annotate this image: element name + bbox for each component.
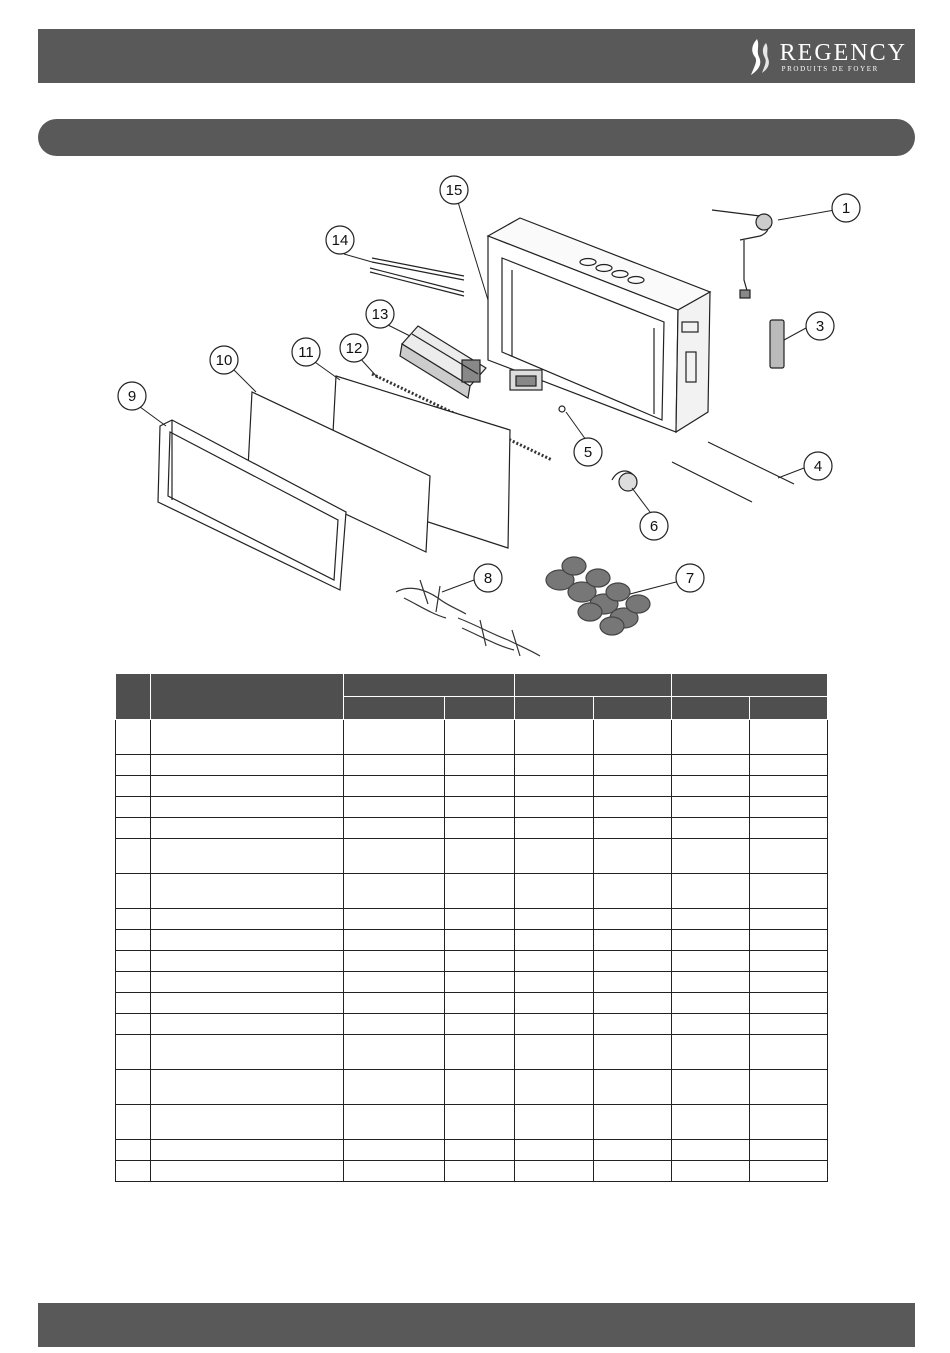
speaker-part — [612, 471, 637, 491]
brand-tagline: PRODUITS DE FOYER — [781, 64, 879, 73]
table-cell — [116, 1014, 151, 1035]
table-row — [116, 1140, 828, 1161]
table-cell — [515, 818, 594, 839]
wiring-part — [712, 210, 772, 298]
table-cell — [515, 720, 594, 755]
table-cell — [594, 1105, 672, 1140]
table-cell — [515, 972, 594, 993]
table-cell — [515, 1070, 594, 1105]
table-cell — [594, 720, 672, 755]
table-cell — [594, 797, 672, 818]
table-cell — [750, 720, 828, 755]
table-cell — [151, 972, 344, 993]
table-row — [116, 755, 828, 776]
table-cell — [116, 797, 151, 818]
table-cell — [672, 797, 750, 818]
table-cell — [151, 720, 344, 755]
table-row — [116, 951, 828, 972]
table-cell — [672, 720, 750, 755]
rail-part — [672, 442, 794, 502]
table-row — [116, 874, 828, 909]
table-cell — [116, 1035, 151, 1070]
table-cell — [750, 1140, 828, 1161]
table-cell — [344, 951, 445, 972]
table-cell — [151, 755, 344, 776]
table-cell — [750, 1035, 828, 1070]
table-row — [116, 1105, 828, 1140]
table-cell — [672, 1140, 750, 1161]
table-cell — [515, 755, 594, 776]
table-cell — [594, 1014, 672, 1035]
table-cell — [344, 874, 445, 909]
footer-band — [38, 1303, 915, 1347]
table-cell — [445, 909, 515, 930]
table-cell — [116, 972, 151, 993]
table-cell — [594, 1035, 672, 1070]
table-cell — [151, 1035, 344, 1070]
table-cell — [750, 839, 828, 874]
header-band — [38, 29, 915, 83]
col-header-number — [116, 674, 151, 720]
table-row — [116, 993, 828, 1014]
table-cell — [344, 1070, 445, 1105]
col-group-header — [344, 674, 515, 697]
section-title-bar — [38, 119, 915, 156]
table-cell — [594, 1070, 672, 1105]
col-group-header — [515, 674, 672, 697]
table-row — [116, 839, 828, 874]
parts-table — [115, 673, 828, 1182]
sub-col-header — [344, 697, 445, 720]
table-cell — [344, 1140, 445, 1161]
table-cell — [445, 1035, 515, 1070]
table-cell — [672, 818, 750, 839]
table-cell — [672, 930, 750, 951]
table-cell — [151, 1161, 344, 1182]
table-cell — [151, 797, 344, 818]
table-cell — [344, 755, 445, 776]
table-cell — [515, 874, 594, 909]
table-cell — [151, 1070, 344, 1105]
remote-part — [770, 320, 784, 368]
table-row — [116, 1161, 828, 1182]
table-cell — [515, 776, 594, 797]
callout-label: 10 — [215, 352, 233, 369]
callout-label: 4 — [813, 458, 823, 475]
table-cell — [116, 1161, 151, 1182]
table-cell — [445, 972, 515, 993]
table-cell — [672, 993, 750, 1014]
driftwood-part — [396, 580, 540, 656]
table-cell — [750, 1014, 828, 1035]
table-row — [116, 1070, 828, 1105]
table-cell — [151, 818, 344, 839]
table-cell — [116, 1070, 151, 1105]
table-cell — [750, 874, 828, 909]
table-cell — [151, 839, 344, 874]
table-cell — [445, 930, 515, 951]
table-cell — [594, 951, 672, 972]
table-cell — [344, 1105, 445, 1140]
table-cell — [151, 993, 344, 1014]
table-cell — [151, 874, 344, 909]
table-cell — [116, 1140, 151, 1161]
table-cell — [344, 930, 445, 951]
table-cell — [116, 909, 151, 930]
exploded-parts-diagram — [100, 166, 880, 666]
table-cell — [750, 951, 828, 972]
table-cell — [750, 1070, 828, 1105]
table-cell — [445, 720, 515, 755]
table-cell — [116, 720, 151, 755]
table-cell — [672, 1161, 750, 1182]
table-cell — [116, 818, 151, 839]
table-cell — [594, 874, 672, 909]
callout-label: 9 — [127, 388, 137, 405]
brand-name: REGENCY — [779, 39, 907, 66]
table-cell — [151, 1140, 344, 1161]
table-cell — [672, 1014, 750, 1035]
table-cell — [344, 839, 445, 874]
callout-label: 3 — [815, 318, 825, 335]
small-part-5 — [559, 406, 565, 412]
table-row — [116, 1014, 828, 1035]
table-cell — [445, 1105, 515, 1140]
table-cell — [151, 1105, 344, 1140]
table-cell — [344, 993, 445, 1014]
table-cell — [344, 776, 445, 797]
table-cell — [445, 993, 515, 1014]
table-row — [116, 797, 828, 818]
table-row — [116, 972, 828, 993]
callout-label: 13 — [371, 306, 389, 323]
table-cell — [594, 1161, 672, 1182]
table-cell — [515, 1140, 594, 1161]
table-cell — [672, 755, 750, 776]
table-cell — [116, 930, 151, 951]
table-cell — [515, 1035, 594, 1070]
flame-icon — [748, 37, 774, 77]
sub-col-header — [594, 697, 672, 720]
table-cell — [344, 797, 445, 818]
table-row — [116, 818, 828, 839]
table-cell — [594, 755, 672, 776]
table-cell — [116, 993, 151, 1014]
table-cell — [344, 1035, 445, 1070]
table-cell — [750, 755, 828, 776]
table-row — [116, 776, 828, 797]
table-cell — [151, 909, 344, 930]
table-cell — [445, 1014, 515, 1035]
callout-label: 5 — [583, 444, 593, 461]
table-cell — [594, 818, 672, 839]
table-cell — [515, 839, 594, 874]
table-row — [116, 930, 828, 951]
table-cell — [750, 993, 828, 1014]
table-cell — [750, 1105, 828, 1140]
table-cell — [116, 839, 151, 874]
sub-col-header — [672, 697, 750, 720]
callout-label: 6 — [649, 518, 659, 535]
table-cell — [344, 1161, 445, 1182]
table-cell — [594, 1140, 672, 1161]
table-cell — [344, 1014, 445, 1035]
table-cell — [445, 951, 515, 972]
table-row — [116, 1035, 828, 1070]
table-cell — [594, 839, 672, 874]
table-cell — [515, 930, 594, 951]
callout-label: 11 — [298, 344, 314, 361]
rock-media-part — [546, 557, 650, 635]
table-cell — [750, 909, 828, 930]
table-cell — [594, 930, 672, 951]
table-cell — [151, 1014, 344, 1035]
table-cell — [515, 797, 594, 818]
bracket-part — [370, 258, 464, 296]
table-cell — [750, 797, 828, 818]
sub-col-header — [750, 697, 828, 720]
table-cell — [116, 874, 151, 909]
brand-logo — [748, 36, 907, 78]
table-cell — [672, 839, 750, 874]
table-cell — [151, 951, 344, 972]
table-cell — [750, 818, 828, 839]
table-cell — [344, 909, 445, 930]
table-cell — [445, 818, 515, 839]
table-cell — [151, 776, 344, 797]
table-cell — [116, 755, 151, 776]
table-row — [116, 909, 828, 930]
table-cell — [445, 776, 515, 797]
table-cell — [515, 993, 594, 1014]
table-row — [116, 720, 828, 755]
callout-label: 12 — [345, 340, 363, 357]
table-cell — [750, 776, 828, 797]
table-cell — [445, 839, 515, 874]
table-cell — [445, 797, 515, 818]
heater-part — [400, 326, 486, 398]
table-cell — [515, 951, 594, 972]
table-cell — [445, 1161, 515, 1182]
table-cell — [515, 1161, 594, 1182]
table-cell — [594, 993, 672, 1014]
table-cell — [672, 909, 750, 930]
table-cell — [445, 1070, 515, 1105]
firebox-part — [488, 218, 710, 432]
table-cell — [672, 972, 750, 993]
table-cell — [344, 720, 445, 755]
table-cell — [344, 972, 445, 993]
col-group-header — [672, 674, 828, 697]
table-cell — [344, 818, 445, 839]
table-cell — [750, 930, 828, 951]
table-cell — [116, 776, 151, 797]
table-cell — [594, 972, 672, 993]
table-cell — [445, 755, 515, 776]
col-header-description — [151, 674, 344, 720]
parts-table-body — [116, 720, 828, 1182]
table-cell — [672, 1070, 750, 1105]
table-cell — [515, 1105, 594, 1140]
table-cell — [672, 951, 750, 972]
table-cell — [515, 1014, 594, 1035]
sub-col-header — [445, 697, 515, 720]
table-cell — [594, 776, 672, 797]
callout-label: 1 — [841, 200, 851, 217]
table-cell — [672, 1105, 750, 1140]
table-cell — [672, 776, 750, 797]
sub-col-header — [515, 697, 594, 720]
callout-label: 14 — [331, 232, 349, 249]
table-cell — [750, 1161, 828, 1182]
table-cell — [116, 1105, 151, 1140]
callout-label: 8 — [483, 570, 493, 587]
table-cell — [594, 909, 672, 930]
callout-label: 15 — [445, 182, 463, 199]
table-cell — [672, 874, 750, 909]
table-cell — [515, 909, 594, 930]
table-cell — [116, 951, 151, 972]
table-cell — [672, 1035, 750, 1070]
table-cell — [445, 874, 515, 909]
table-cell — [151, 930, 344, 951]
table-cell — [750, 972, 828, 993]
callout-label: 7 — [685, 570, 695, 587]
table-cell — [445, 1140, 515, 1161]
